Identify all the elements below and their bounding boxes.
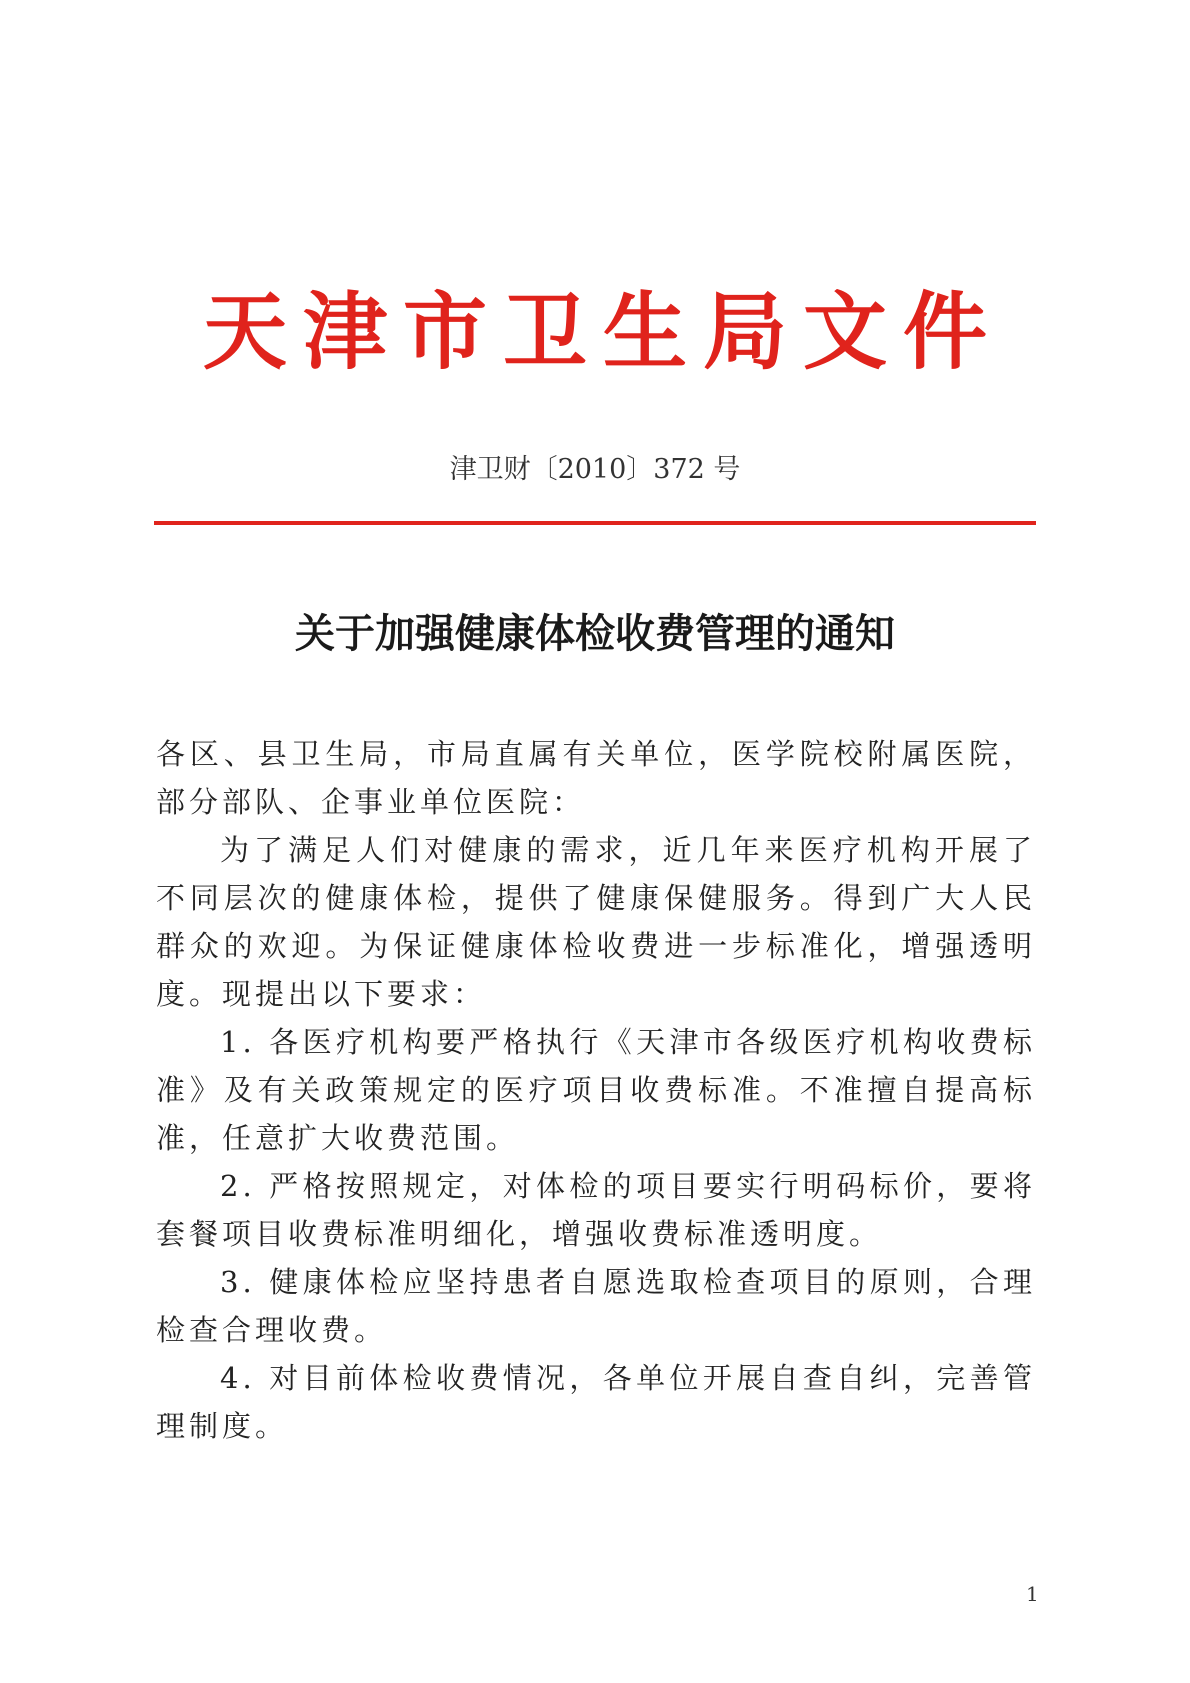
paragraph-item-1: 1. 各医疗机构要严格执行《天津市各级医疗机构收费标准》及有关政策规定的医疗项目收费标准。不准擅自提高标准，任意扩大收费范围。: [156, 1025, 1036, 1155]
document-masthead: 天津市卫生局文件: [202, 283, 1003, 381]
paragraph-item-2: 2. 严格按照规定，对体检的项目要实行明码标价，要将套餐项目收费标准明细化，增强收费标准透明度。: [156, 1169, 1036, 1251]
salutation: 各区、县卫生局，市局直属有关单位，医学院校附属医院，部分部队、企事业单位医院：: [156, 737, 1036, 819]
header-divider: [154, 521, 1036, 525]
document-body: [156, 730, 1036, 1450]
document-number: 津卫财〔2010〕372 号: [449, 454, 741, 485]
document-title: 关于加强健康体检收费管理的通知: [295, 611, 895, 657]
paragraph-item-3: 3. 健康体检应坚持患者自愿选取检查项目的原则，合理检查合理收费。: [156, 1265, 1036, 1347]
page-number: 1: [1026, 1582, 1039, 1606]
paragraph-item-4: 4. 对目前体检收费情况，各单位开展自查自纠，完善管理制度。: [156, 1361, 1036, 1443]
paragraph-intro: 为了满足人们对健康的需求，近几年来医疗机构开展了不同层次的健康体检，提供了健康保健服务。得到广大人民群众的欢迎。为保证健康体检收费进一步标准化，增强透明度。现提出以下要求：: [156, 833, 1036, 1011]
